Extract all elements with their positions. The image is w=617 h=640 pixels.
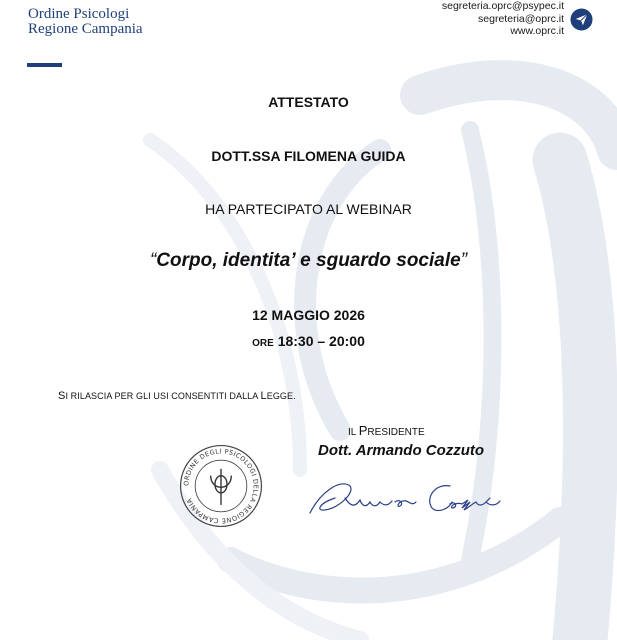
quote-close: ” [460,250,468,271]
release-legge-rest: EGGE. [266,391,296,401]
contact-pec: segreteria.oprc@psypec.it [441,0,564,12]
webinar-title: Corpo, identita’ e sguardo sociale [156,250,461,271]
official-seal [178,443,264,529]
president-label-initial: P [358,423,368,438]
release-statement [58,390,296,402]
quote-open: “ [149,250,157,271]
contact-info [442,0,564,38]
president-label [348,423,425,438]
organization-name-line1: Ordine Psicologi [28,6,130,22]
contact-email: segreteria@oprc.it [478,12,564,25]
certificate-heading: ATTESTATO [268,94,349,110]
send-arrow-icon [570,8,593,31]
release-legge-initial: L [260,390,267,402]
header-accent-bar [27,63,62,67]
release-initial: S [58,390,66,402]
webinar-date: 12 MAGGIO 2026 [252,307,365,323]
time-prefix: ORE [252,338,274,349]
webinar-time [0,333,617,349]
president-label-rest: RESIDENTE [367,427,425,438]
organization-name-line2: Regione Campania [28,21,143,37]
seal-text: ORDINE DEGLI PSICOLOGI DELLA REGIONE CAMPANIA [182,447,260,525]
participation-statement: HA PARTECIPATO AL WEBINAR [205,201,412,217]
time-range: 18:30 – 20:00 [277,333,365,349]
contact-website: www.oprc.it [510,25,564,37]
webinar-title-line [0,250,617,272]
president-name: Dott. Armando Cozzuto [318,442,485,459]
recipient-name: DOTT.SSA FILOMENA GUIDA [211,148,406,164]
release-text: I RILASCIA PER GLI USI CONSENTITI DALLA [65,391,261,401]
organization-name [28,7,143,37]
president-label-prefix: IL [348,427,359,438]
handwritten-signature [300,468,510,523]
